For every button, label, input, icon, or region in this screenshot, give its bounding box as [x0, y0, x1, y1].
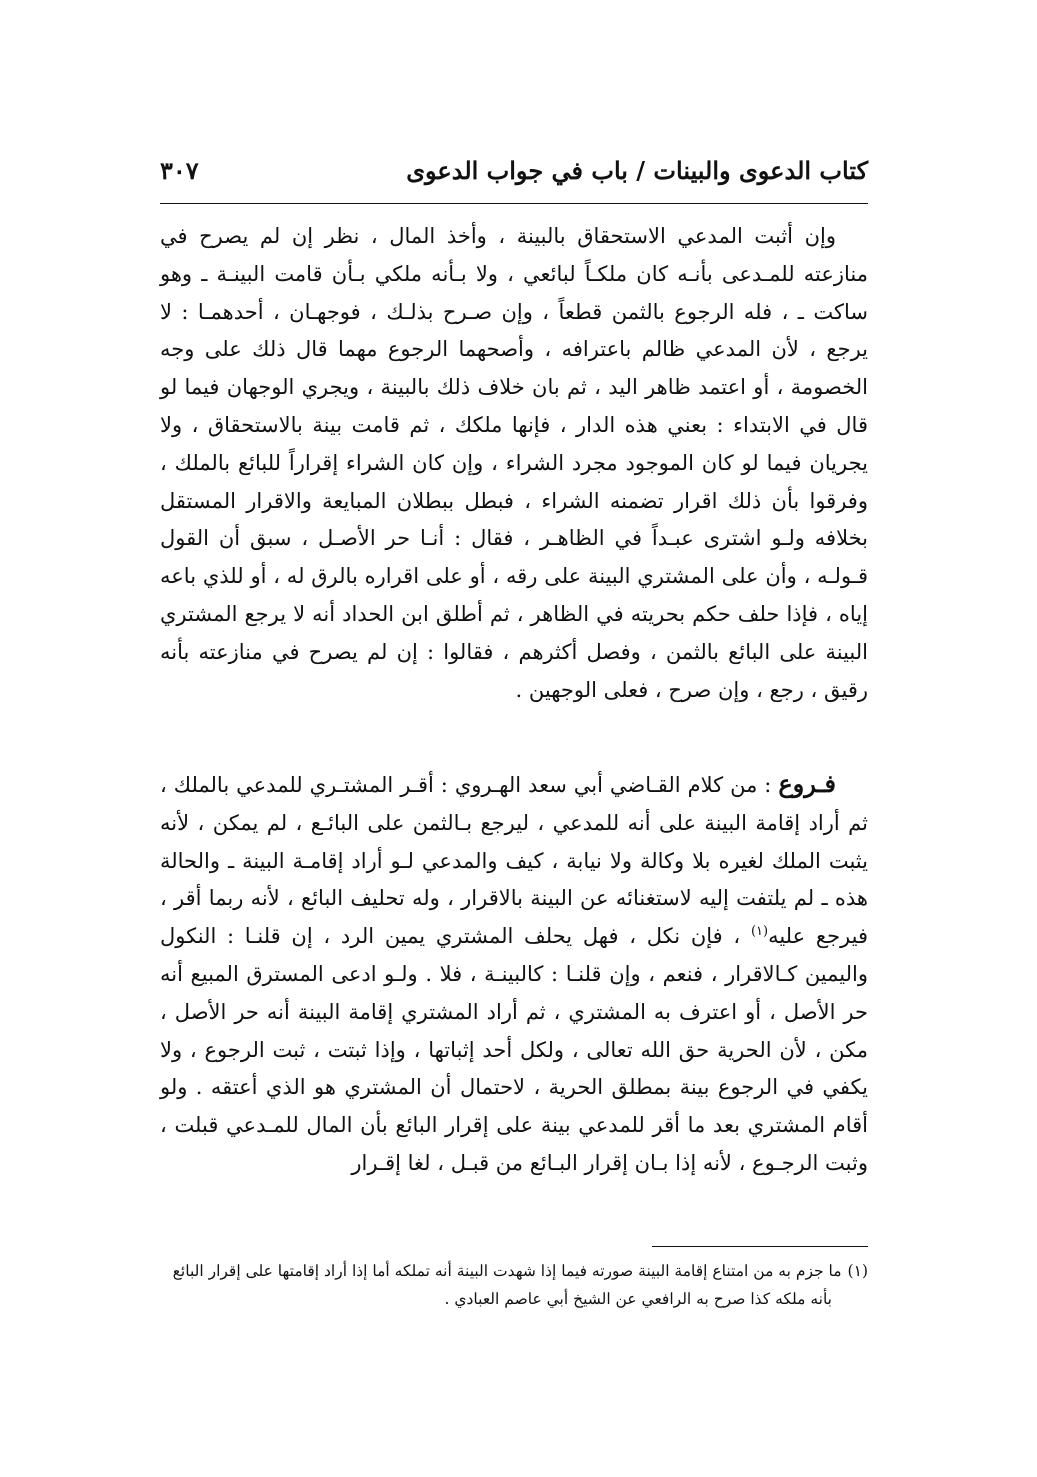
paragraph-1	[160, 218, 868, 709]
header-divider	[160, 203, 868, 204]
footnote-reference[interactable]: (١)	[750, 924, 769, 940]
footnote	[160, 1257, 868, 1313]
running-header	[160, 152, 868, 202]
page-number: ٣٠٧	[160, 156, 199, 185]
footnote-line-2: بأنه ملكه كذا صرح به الرافعي عن الشيخ أبي عاصم العبادي .	[444, 1290, 832, 1308]
header-title: كتاب الدعوى والبينات / باب في جواب الدعوى	[406, 156, 868, 185]
section-lead-word: فـروع	[778, 769, 836, 798]
paragraph-1-text: وإن أثبت المدعي الاستحقاق بالبينة ، وأخذ المال ، نظر إن لم يصرح في منازعته للمـدعى بأنـه كان ملكـاً لبائعي ، ولا بـأنه ملكي بـأن قامت البينـة ـ وهو ساكت ـ ، فله الرجوع بالثمن قطعاً ، وإن صـرح بذلـك ، فوجهـان ، أحدهمـا : لا يرجع ، لأن المدعي ظالم باعترافه ، وأصحهما الرجوع مهما قال ذلك على وجه الخصومة ، أو اعتمد ظاهر اليد ، ثم بان خلاف ذلك بالبينة ، ويجري الوجهان فيما لو قال في الابتداء : بعني هذه الدار ، فإنها ملكك ، ثم قامت بينة بالاستحقاق ، ولا يجريان فيما لو كان الموجود مجرد الشراء ، وإن كان الشراء إقراراً للبائع بالملك ، وفرقوا بأن ذلك اقرار تضمنه الشراء ، فبطل ببطلان المبايعة والاقرار المستقل بخلافه ولـو اشترى عبـداً في الظاهـر ، فقال : أنـا حر الأصـل ، سبق أن القول قـولـه ، وأن على المشتري البينة على رقه ، أو على اقراره بالرق له ، أو للذي باعه إياه ، فإذا حلف حكم بحريته في الظاهر ، ثم أطلق ابن الحداد أنه لا يرجع المشتري البينة على البائع بالثمن ، وفصل أكثرهم ، فقالوا : إن لم يصرح في منازعته بأنه رقيق ، رجع ، وإن صرح ، فعلى الوجهين .	[160, 224, 868, 702]
paragraph-2-text-b: ، فإن نكل ، فهل يحلف المشتري يمين الرد ، إن قلنـا : النكول واليمين كـالاقرار ، فنعم ، وإن قلنـا : كالبينـة ، فلا . ولـو ادعى المسترق المبيع أنه حر الأصل ، أو اعترف به المشتري ، ثم أراد المشتري إقامة البينة أنه حر الأصل ، مكن ، لأن الحرية حق الله تعالى ، ولكل أحد إثباتها ، وإذا ثبتت ، ثبت الرجوع ، ولا يكفي في الرجوع بينة بمطلق الحرية ، لاحتمال أن المشتري هو الذي أعتقه . ولو أقام المشتري بعد ما أقر للمدعي بينة على إقرار البائع بأن المال للمـدعي قبلت ، وثبت الرجـوع ، لأنه إذا بـان إقرار البـائع من قبـل ، لغا إقـرار	[160, 924, 868, 1175]
paragraph-2	[160, 765, 868, 1183]
footnote-marker: (١)	[847, 1262, 868, 1280]
footnote-divider	[652, 1246, 868, 1247]
footnote-line-1: ما جزم به من امتناع إقامة البينة صورته فيما إذا شهدت البينة أنه تملكه أما إذا أراد إقامتها على إقرار البائع	[172, 1262, 842, 1280]
paragraph-2-text-a: : من كلام القـاضي أبي سعد الهـروي : أقـر المشتـري للمدعي بالملك ، ثم أراد إقامة البينة على أنه للمدعي ، ليرجع بـالثمن على البائـع ، لم يمكن ، لأنه يثبت الملك لغيره بلا وكالة ولا نيابة ، كيف والمدعي لـو أراد إقامـة البينة ـ والحالة هذه ـ لم يلتفت إليه لاستغنائه عن البينة بالاقرار ، وله تحليف البائع ، لأنه ربما أقر ، فيرجع عليه	[160, 773, 869, 949]
